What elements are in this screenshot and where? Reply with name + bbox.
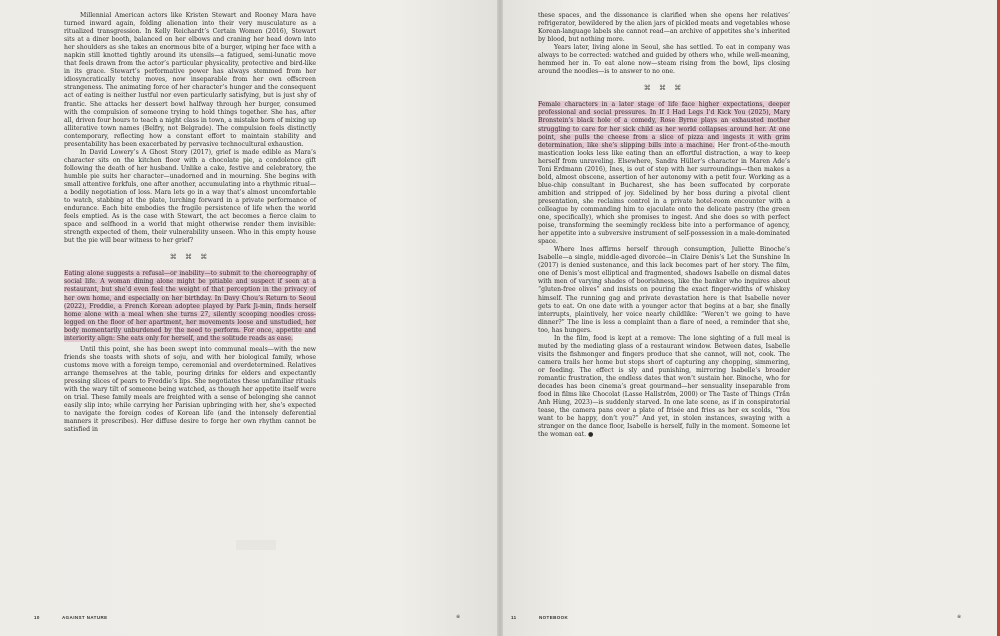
paragraph: Millennial American actors like Kristen Stewart and Rooney Mara have turned inward again, folding alienation into their very musculature as a ritualized transgression. In Kelly Reichardt’s Certain Women (2016), Stewart sits at a diner booth, balanced on her elbows and craning her head down into her shoulders as she takes an enormous bite of a burger, wiping her face with a napkin still knotted tightly around its utensils—a fatigued, semi-lunatic move that feels drawn from the actor’s particular physicality, protective and bird-like in its grace. Stewart’s performative power has always stemmed from her idiosyncratically tetchy moves, now inseparable from her own offscreen strangeness. The animating force of her character’s hunger and the consequent act of eating is neither lustful nor even particularly satisfying, but is just shy of frantic. She attacks her dessert bowl halfway through her burger, consumed with the compulsion of someone trying to hold things together. She has, after all, driven four hours to teach a night class in town, a mistake born of mixing up alliterative town names (Belfry, not Belgrade). The compulsion feels distinctly contemporary, reflecting how a constant effort to maintain stability and presentability has been exacerbated by pervasive technocultural exhaustion. [64, 12, 316, 148]
paragraph: Until this point, she has been swept into communal meals—with the new friends she toasts with shots of soju, and with her biological family, whose customs move with a foreign tempo, ceremonial and overdetermined. Relatives arrange themselves at the table, pouring drinks for elders and expectantly pressing slices of pears to Freddie’s lips. She negotiates these unfamiliar rituals with the wary tilt of someone being watched, as though her appetite itself were on trial. These family meals are freighted with a sense of belonging she cannot easily slip into; while carrying her Parisian upbringing with her, she’s expected to navigate the foreign codes of Korean life (and the intensely deferential manners it prescribes). Her diffuse desire to forge her own rhythm cannot be satisfied in [64, 345, 316, 434]
paragraph-highlighted [64, 270, 316, 342]
page-number: 10 [34, 615, 40, 620]
section-mark-icon: ※ [456, 614, 461, 620]
paragraph: Where Ines affirms herself through consumption, Juliette Binoche’s Isabelle—a single, middle-aged divorcée—in Claire Denis’s Let the Sunshine In (2017) is denied sustenance, and this lack becomes part of her story. The film, one of Denis’s most elliptical and fragmented, shadows Isabelle on dismal dates with men of varying shades of boorishness, like the banker who inquires about “gluten-free olives” and insists on pouring the exact finger-widths of whiskey himself. The running gag and private devastation here is that Isabelle never gets to eat. On one date with a younger actor that begins at a bar, she finally interrupts, plaintively, her voice nearly childlike: “Weren’t we going to have dinner?” The line is less a complaint than a flare of need, a reminder that she, too, has hungers. [538, 246, 790, 334]
paragraph-highlighted [538, 101, 790, 246]
paragraph: In the film, food is kept at a remove: The lone sighting of a full meal is muted by the mediating glass of a restaurant window. Between dates, Isabelle visits the fishmonger and fingers produce that she cannot, will not, cook. The camera trails her home but stops short of capturing any chopping, simmering, or feeding. The effect is sly and punishing, mirroring Isabelle’s broader romantic frustration, the endless dates that won’t sustain her. Binoche, who for decades has been cinema’s great gourmand—her sensuality inseparable from food in films like Chocolat (Lasse Hallström, 2000) or The Taste of Things (Trần Anh Hùng, 2023)—is suddenly starved. In one late scene, as if in conspiratorial tease, the camera pans over a plate of frisée and fries as her ex scolds, “You want to be happy, don’t you?” And yet, in stolen instances, swaying with a stranger on the dance floor, Isabelle is herself, fully in the moment. Someone let the woman eat. ● [538, 334, 790, 439]
section-break: ⌘ ⌘ ⌘ [169, 253, 211, 262]
right-page [503, 0, 1000, 636]
paragraph: Years later, living alone in Seoul, she has settled. To eat in company was always to be corrected: watched and guided by others who, while well-meaning, hemmed her in. To eat alone now—steam rising from the bowl, lips closing around the noodles—is to answer to no one. [538, 44, 790, 76]
paragraph: In David Lowery’s A Ghost Story (2017), grief is made edible as Mara’s character sits on the kitchen floor with a chocolate pie, a condolence gift following the death of her husband. Unlike a cake, festive and celebratory, the humble pie suits her character—unadorned and in mourning. She begins with small attentive forkfuls, one after another, accumulating into a rhythmic ritual—a bodily negotiation of loss. Mara lets go in a way that’s almost uncomfortable to watch, stabbing at the plate, lurching forward in a private performance of endurance. Each bite embodies the fragile persistence of life when the world feels emptied. As is the case with Stewart, the act becomes a fierce claim to space and selfhood in a world that might otherwise render them invisible: strength expected of them, their vulnerability unseen. Who in this empty house but the pie will bear witness to her grief? [64, 148, 316, 245]
show-through-shadow [236, 540, 276, 550]
highlight: Eating alone suggests a refusal—or inability—to submit to the choreography of social life. A woman dining alone might be pitiable and suspect if seen at a restaurant, but she’d even feel the weight of that perception in the privacy of her own home, and especially on her birthday. In Davy Chou’s Return to Seoul (2022), Freddie, a French Korean adoptee played by Park Ji-min, finds herself home alone with a meal when she turns 27, silently scooping noodles cross-legged on the floor of her apartment, her movements loose and unstudied, her body momentarily unburdened by the need to perform. For once, appetite and interiority align: She eats only for herself, and the solitude reads as ease. [64, 270, 316, 342]
section-title: NOTEBOOK [539, 615, 569, 620]
highlight: Female characters in a later stage of life face higher expectations, deeper professional and social pressures. In If I Had Legs I’d Kick You (2025), Mary Bronstein’s black hole of a comedy, Rose Byrne plays an exhausted mother struggling to care for her sick child as her world collapses around her. At one point, she pulls the cheese from a slice of pizza and ingests it with grim determination, like she’s slipping bills into a machine. [538, 101, 790, 149]
section-mark-icon: ※ [957, 614, 962, 620]
paragraph-continuation: Her front-of-the-mouth mastication looks less like eating than an effortful distraction, a way to keep herself from unraveling. Elsewhere, Sandra Hüller’s character in Maren Ade’s Toni Erdmann (2016), Ines, is out of step with her surroundings—then makes a bold, almost obscene, assertion of her autonomy with a petit four. Working as a blue-chip consultant in Bucharest, she has been suffocated by corporate ambition and stripped of joy. Sidelined by her boss during a pivotal client presentation, she reclaims control in a private hotel-room encounter with a colleague by commanding him to ejaculate onto the delicate pastry (the green one, specifically), which she promises to ingest. And she does so with perfect poise, transforming the seemingly reckless bite into a performance of agency, her appetite into a subversive instrument of self-possession in a male-dominated space. [538, 141, 790, 246]
show-through-watermark [927, 120, 995, 210]
paragraph: these spaces, and the dissonance is clarified when she opens her relatives’ refrigerator, bewildered by the alien jars of pickled meats and vegetables whose Korean-language labels she cannot read—an archive of appetites she’s inherited by blood, but nothing more. [538, 12, 790, 44]
section-break: ⌘ ⌘ ⌘ [643, 84, 685, 93]
left-text-column [64, 12, 316, 434]
left-page [0, 0, 497, 636]
right-text-column [538, 12, 790, 439]
page-number: 11 [511, 615, 517, 620]
section-title: AGAINST NATURE [62, 615, 108, 620]
